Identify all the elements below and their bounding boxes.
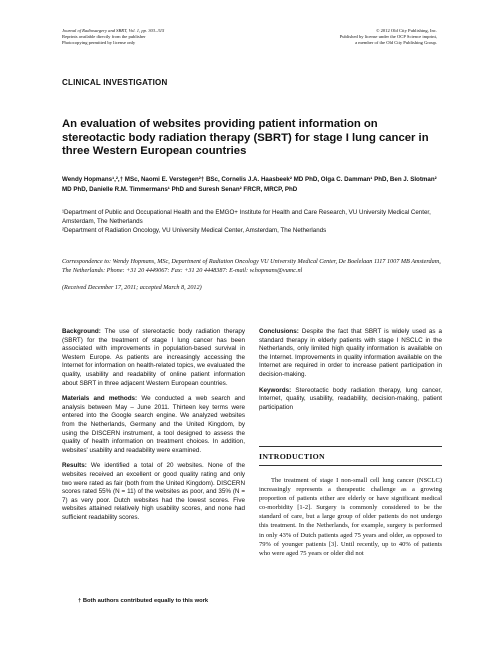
results-text: We identified a total of 20 websites. None of the websites received an excellent or good quality rating and only two were rated as fair (both from the United Kingdom). DISCERN scores rated 55% (N = 11) of the websites as poor, and 35% (N = 7) as very poor. Dutch websites had the lowest scores. Five websites attained relatively high usability scores, and none had sufficient readability scores. [62, 462, 246, 521]
affiliations [62, 208, 442, 235]
affiliation-2: ²Department of Radiation Oncology, VU University Medical Center, Amsterdam, The Netherlands [62, 227, 327, 234]
photocopy-note: Photocopying permitted by license only [62, 40, 136, 45]
introduction-heading: INTRODUCTION [259, 452, 325, 461]
author-list: Wendy Hopmans¹,²,† MSc, Naomi E. Verstegen²† BSc, Cornelis J.A. Haasbeek² MD PhD, Olga C. Damman¹ PhD, Ben J. Slotman² MD PhD, Danielle R.M. Timmermans¹ PhD and Suresh Senan² FRCR, MRCP, PhD [62, 176, 437, 193]
abstract-left-column [62, 328, 245, 529]
journal-citation: Journal of Radiosurgery and SBRT, Vol. 1, pp. 303–315 [62, 28, 165, 33]
background-text: The use of stereotactic body radiation therapy (SBRT) for the treatment of stage I lung cancer has been associated with improvements in population-based survival in Western Europe. As patients are increasingly accessing the Internet for information on health-related topics, we evaluated the quality, usability and readability of online patient information about SBRT in three adjacent Western European countries. [62, 328, 245, 387]
abstract-right-column [259, 328, 442, 419]
paper-title: An evaluation of websites providing patient information on stereotactic body radiation therapy (SBRT) for stage I lung cancer in three Western European countries [62, 118, 429, 157]
affiliation-1: ¹Department of Public and Occupational Health and the EMGO+ Institute for Health and Care Research, VU University Medical Center, Amsterdam, The Netherlands [62, 209, 431, 225]
keywords-label: Keywords: [259, 386, 292, 394]
journal-header [62, 28, 262, 46]
abstract-results [62, 462, 245, 522]
intro-rule-bottom [259, 465, 442, 466]
publisher-header [237, 28, 437, 46]
background-label: Background: [62, 328, 101, 335]
abstract-conclusions [259, 328, 442, 380]
reprint-note: Reprints available directly from the publisher [62, 34, 146, 39]
methods-label: Materials and methods: [62, 395, 138, 403]
section-label: CLINICAL INVESTIGATION [62, 78, 168, 87]
abstract-keywords [259, 387, 442, 413]
author-footnote: † Both authors contributed equally to this work [78, 598, 209, 604]
abstract-methods [62, 395, 245, 455]
introduction-body [259, 476, 442, 558]
copyright-line: © 2012 Old City Publishing, Inc. [375, 28, 437, 33]
abstract-background [62, 328, 245, 388]
introduction-paragraph: The treatment of stage I non-small cell lung cancer (NSCLC) increasingly represents a therapeutic challenge as a growing proportion of patients either are elderly or have significant medical co-morbidity [1-2]. Surgery is commonly considered to be the standard of care, but a large group of older patients do not undergo this treatment. In the Netherlands, for example, surgery is performed in only 43% of Dutch patients aged 75 years and older, as opposed to 79% of younger patients [3]. Until recently, up to 40% of patients who were aged 75 years or older did not [259, 477, 442, 557]
intro-rule-top [259, 446, 442, 447]
received-dates: (Received December 17, 2011; accepted March 8, 2012) [62, 284, 202, 291]
keywords-text: Stereotactic body radiation therapy, lung cancer, Internet, quality, usability, readability, decision-making, patient participation [259, 386, 442, 411]
conclusions-text: Despite the fact that SBRT is widely used as a standard therapy in elderly patients with stage I NSCLC in the Netherlands, only limited high quality information is available on the Internet. Improvements in quality information available on the Internet are required in order to increase patient participation in decision-making. [259, 328, 443, 378]
results-label: Results: [62, 462, 87, 470]
conclusions-label: Conclusions: [259, 328, 299, 335]
license-line: Published by license under the OCP Science imprint, [339, 34, 437, 39]
methods-text: We conducted a web search and analysis between May – June 2011. Thirteen key terms were entered into the Google search engine. We analyzed websites from the Netherlands, Germany and the United Kingdom, by using the DISCERN instrument, a tool designed to assess the quality of health information on treatment choices. In addition, websites' usability and readability were examined. [62, 395, 245, 454]
publisher-group-line: a member of the Old City Publishing Group. [355, 40, 437, 45]
correspondence: Correspondence to: Wendy Hopmans, MSc, Department of Radiation Oncology VU University Medical Center, De Boelelaan 1117 1007 MB Amsterdam, The Netherlands: Phone: +31 20 4449067: Fax: +31 20 4448387: E-mail: w.hopmans@vumc.nl [62, 258, 441, 274]
